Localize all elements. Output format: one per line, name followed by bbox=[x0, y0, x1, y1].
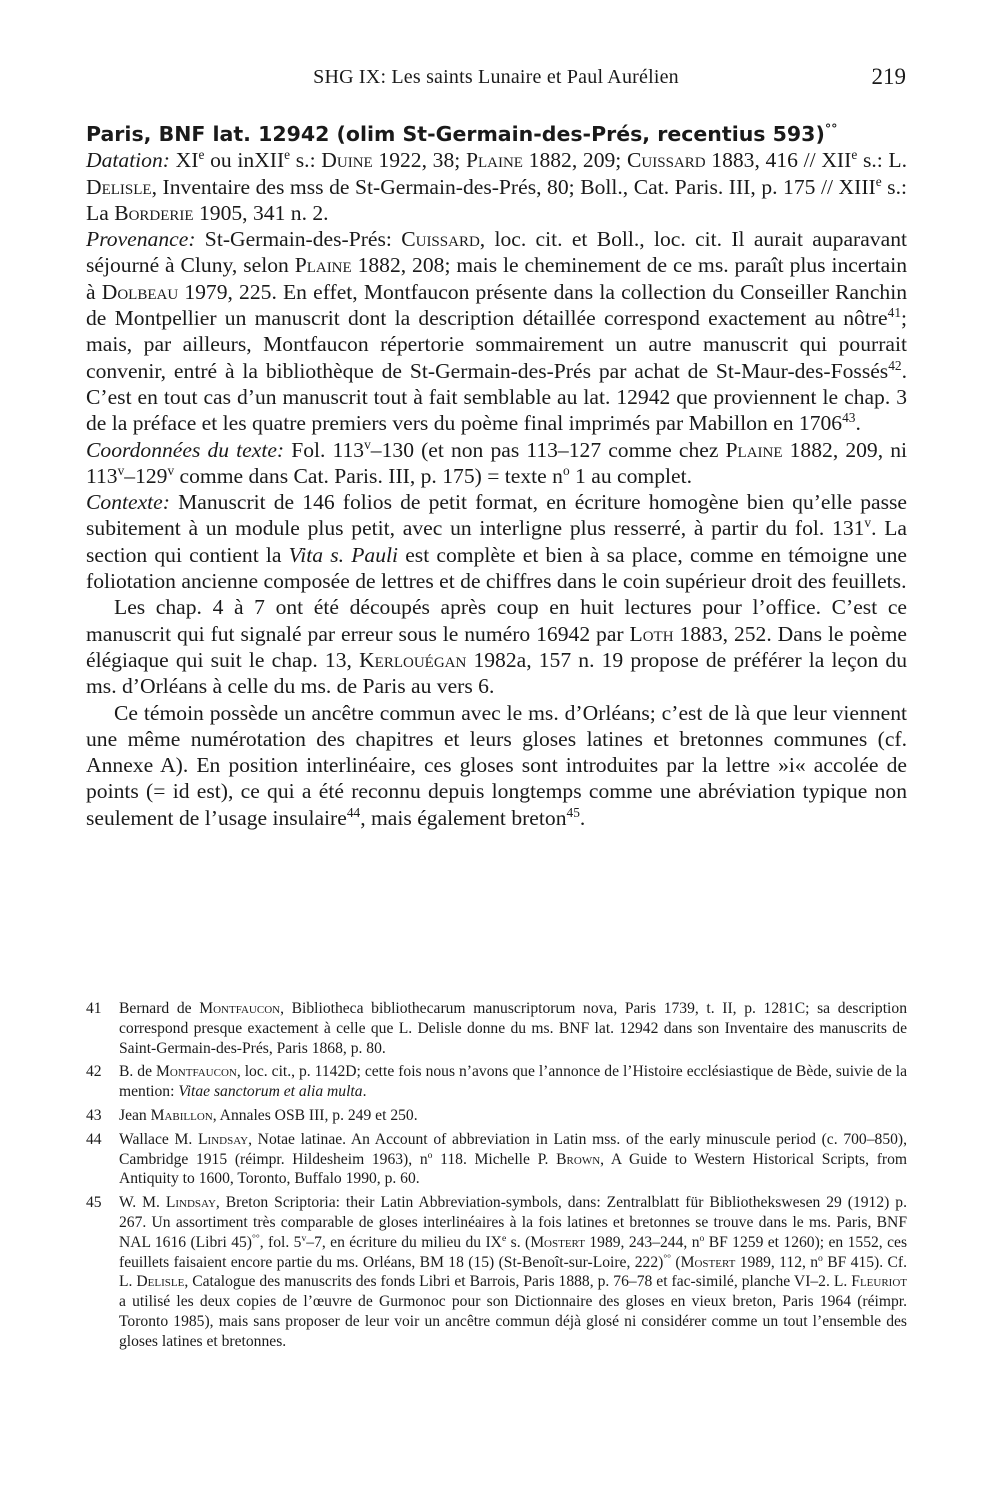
page-number: 219 bbox=[871, 64, 906, 89]
text-run: 1882, 209; bbox=[522, 148, 627, 173]
text-run: ou inXII bbox=[204, 148, 285, 173]
superscript: o bbox=[818, 1252, 823, 1264]
footnote-43 bbox=[86, 1106, 907, 1126]
footnote-42 bbox=[86, 1062, 907, 1102]
running-head bbox=[86, 66, 906, 96]
text-run: Jean bbox=[119, 1106, 151, 1124]
text-run: , mais également breton bbox=[360, 805, 567, 830]
text-run: s.: L. bbox=[857, 148, 908, 173]
text-run: s.: La bbox=[86, 174, 907, 225]
author-name: Dolbeau bbox=[101, 279, 179, 304]
text-run: 1989, 243–244, n bbox=[584, 1233, 700, 1251]
footnote-text bbox=[119, 1062, 907, 1102]
author-name: Borderie bbox=[114, 200, 194, 225]
text-run: . bbox=[855, 411, 861, 436]
footnote-ref[interactable]: 41 bbox=[887, 304, 901, 320]
text-run: , Catalogue des manuscrits des fonds Libri et Barrois, Paris 1888, p. 76–78 et fac-similé, planche VI–2. L. bbox=[184, 1273, 852, 1291]
footnote-number: 45 bbox=[86, 1194, 102, 1212]
footnote-number: 41 bbox=[86, 1000, 102, 1017]
text-run: Manuscrit de 146 folios de petit format, en écriture homogène bien qu’elle passe subitement à un module plus petit, avec un interligne plus resserré, à partir du fol. 131 bbox=[86, 490, 907, 541]
text-run: 1922, 38; bbox=[372, 148, 466, 173]
text-run: St-Germain-des-Prés: bbox=[195, 227, 402, 252]
text-run: 1905, 341 n. 2. bbox=[193, 200, 329, 225]
text-run: , loc. cit. et Boll., loc. cit. Il aurait auparavant séjourné à Cluny, selon bbox=[86, 227, 907, 278]
text-run: 1 au complet. bbox=[569, 463, 692, 488]
footnote-41 bbox=[86, 999, 907, 1058]
text-run: 1982a, 157 n. 19 propose de préférer la leçon du ms. d’Orléans à celle du ms. de Paris au vers 6. bbox=[86, 647, 907, 699]
footnote-45 bbox=[86, 1193, 907, 1351]
superscript: o bbox=[699, 1232, 705, 1244]
provenance-label: Provenance: bbox=[86, 227, 196, 252]
author-name: Plaine bbox=[725, 437, 783, 462]
author-name: Delisle bbox=[86, 174, 152, 199]
author-name: Cuissard bbox=[401, 227, 480, 252]
text-run: , A Guide to Western Historical Scripts, from Antiquity to 1600, Toronto, Buffalo 1990, p. 60. bbox=[119, 1150, 908, 1188]
text-run: Ce témoin possède un ancêtre commun avec le ms. d’Orléans; c’est de là que leur viennent une même numérotation des chapitres et leurs gloses latines et bretonnes communes (cf. Annexe A). En position interlinéaire, ces gloses sont introduites par la lettre »i« accolée de points (= id est), ce qui a été reconnu depuis longtemps comme une abréviation typique non seulement de l’usage insulaire bbox=[86, 700, 907, 830]
superscript: o bbox=[427, 1149, 433, 1161]
superscript: °° bbox=[252, 1232, 260, 1244]
italic-title: Vita s. Pauli bbox=[288, 542, 399, 567]
text-run: Les chap. 4 à 7 ont été découpés après coup en huit lectures pour l’office. C’est ce manuscrit qui fut signalé par erreur sous le numéro 16942 par bbox=[86, 595, 907, 646]
text-run: XI bbox=[169, 148, 199, 173]
superscript: e bbox=[875, 173, 882, 189]
footnote-number: 43 bbox=[86, 1106, 102, 1124]
superscript: v bbox=[117, 462, 125, 478]
footnote-text bbox=[119, 1130, 907, 1189]
text-run: , Breton Scriptoria: their Latin Abbreviation-symbols, dans: Zentralblatt für Bibliothekswesen 29 (1912) p. 267. Un assortiment très comparable de gloses interlinéaires à la fois latines et bretonnes se trouve dans le ms. Paris, BNF NAL 1616 (Libri 45) bbox=[119, 1194, 907, 1251]
text-run: 1882, 209, ni 113 bbox=[86, 437, 908, 488]
author-name: Brown bbox=[556, 1150, 601, 1168]
superscript: e bbox=[851, 147, 858, 163]
footnote-text bbox=[119, 1106, 907, 1126]
author-name: Mostert bbox=[680, 1253, 736, 1271]
text-run: ( bbox=[671, 1253, 681, 1271]
footnote-number: 42 bbox=[86, 1063, 102, 1081]
author-name: Duine bbox=[321, 148, 373, 173]
footnotes bbox=[86, 999, 907, 1356]
coordonnees-label: Coordonnées du texte: bbox=[86, 437, 285, 462]
footnote-text bbox=[119, 999, 907, 1058]
author-name: Delisle bbox=[136, 1273, 185, 1291]
text-run: . bbox=[362, 1083, 367, 1101]
text-run: B. de bbox=[119, 1063, 156, 1081]
superscript: v bbox=[301, 1232, 307, 1244]
main-text bbox=[86, 121, 907, 831]
text-run: , Bibliotheca bibliothecarum manuscriptorum nova, Paris 1739, t. II, p. 1281C; sa description correspond presque exactement à celle que L. Delisle donne du ms. BNF lat. 12942 dans son Inventaire des manuscrits de Saint-Germain-des-Prés, Paris 1868, p. 80. bbox=[119, 1000, 907, 1057]
superscript: e bbox=[198, 147, 205, 163]
text-run: 1989, 112, n bbox=[735, 1253, 819, 1271]
manuscript-heading bbox=[86, 121, 907, 147]
author-name: Mabillon bbox=[150, 1106, 213, 1124]
text-run: BF 1259 et 1260); en 1552, ces feuillets faisaient encore partie du ms. Orléans, BM 18 (15) (St-Benoît-sur-Loire, 222) bbox=[119, 1233, 908, 1271]
author-name: Loth bbox=[629, 621, 674, 646]
superscript: v bbox=[864, 515, 872, 531]
paragraph-ancetre bbox=[86, 700, 907, 831]
coordonnees-paragraph bbox=[86, 437, 907, 490]
provenance-paragraph bbox=[86, 226, 907, 436]
text-run: Fol. 113 bbox=[284, 437, 365, 462]
superscript: e bbox=[284, 147, 291, 163]
text-run: BF 415). Cf. L. bbox=[119, 1253, 907, 1291]
superscript: v bbox=[167, 462, 175, 478]
text-run: 1883, 252. Dans le poème élégiaque qui suit le chap. 13, bbox=[86, 621, 907, 672]
author-name: Lindsay bbox=[198, 1130, 249, 1148]
text-run: 1979, 225. En effet, Montfaucon présente dans la collection du Conseiller Ranchin de Montpellier un manuscrit dont la description détaillée correspond exactement au nôtre bbox=[86, 279, 907, 331]
text-run: . bbox=[579, 805, 586, 830]
footnote-ref[interactable]: 42 bbox=[888, 357, 902, 373]
text-run: s.: bbox=[290, 148, 322, 173]
text-run: Wallace M. bbox=[119, 1130, 198, 1148]
text-run: a utilisé les deux copies de l’œuvre de Gurmonoc pour son Dictionnaire des gloses en vieux breton, Paris 1964 (réimpr. Toronto 1985), mais sans proposer de leur voir un ancêtre commun déjà glosé ni considérer comme un tout l’ensemble des gloses latines et bretonnes. bbox=[119, 1293, 907, 1350]
footnote-44 bbox=[86, 1130, 907, 1189]
text-run: est complète et bien à sa place, comme en témoigne une foliotation ancienne composée de lettres et de chiffres dans le coin supérieur droit des feuillets. bbox=[86, 542, 908, 594]
author-name: Mostert bbox=[530, 1233, 585, 1251]
text-run: . C’est en tout cas d’un manuscrit tout à fait semblable au lat. 12942 que proviennent le chap. 3 de la préface et les quatre premiers vers du poème final imprimés par Mabillon en 1706 bbox=[86, 358, 907, 436]
author-name: Lindsay bbox=[165, 1194, 216, 1212]
footnote-text bbox=[119, 1193, 907, 1351]
datation-label: Datation: bbox=[86, 148, 170, 173]
text-run: , fol. 5 bbox=[259, 1233, 302, 1251]
author-name: Kerlouégan bbox=[359, 647, 467, 672]
author-name: Fleuriot bbox=[851, 1273, 907, 1291]
text-run: s. ( bbox=[506, 1233, 531, 1251]
author-name: Montfaucon bbox=[199, 1000, 281, 1017]
footnote-ref[interactable]: 43 bbox=[842, 410, 856, 426]
text-run: , loc. cit., p. 1142D; cette fois nous n’avons que l’annonce de l’Histoire ecclésiastique de Bède, suivie de la mention: bbox=[119, 1063, 907, 1101]
text-run: , Annales OSB III, p. 249 et 250. bbox=[212, 1106, 418, 1124]
text-run: . La section qui contient la bbox=[86, 516, 908, 567]
text-run: W. M. bbox=[119, 1194, 166, 1212]
superscript: e bbox=[501, 1232, 507, 1244]
running-title: SHG IX: Les saints Lunaire et Paul Aurélien bbox=[313, 66, 679, 88]
footnote-ref[interactable]: 44 bbox=[346, 804, 361, 820]
heading-text: Paris, BNF lat. 12942 (olim St-Germain-des-Prés, recentius 593) bbox=[86, 122, 825, 146]
text-run: 118. Michelle P. bbox=[432, 1150, 557, 1168]
datation-paragraph bbox=[86, 147, 907, 226]
heading-mark: °° bbox=[824, 121, 838, 137]
text-run: –7, en écriture du milieu du IX bbox=[306, 1233, 502, 1251]
text-run: comme dans Cat. Paris. III, p. 175) = texte n bbox=[174, 463, 563, 488]
text-run: Bernard de bbox=[119, 1000, 200, 1017]
paragraph-lectures bbox=[86, 594, 907, 699]
footnote-ref[interactable]: 45 bbox=[566, 804, 580, 820]
author-name: Montfaucon bbox=[155, 1063, 237, 1081]
text-run: ; mais, par ailleurs, Montfaucon répertorie sommairement un autre manuscrit qui pourrait convenir, entré à la bibliothèque de St-Germain-des-Prés par achat de St-Maur-des-Fossés bbox=[86, 306, 907, 383]
footnote-number: 44 bbox=[86, 1130, 102, 1148]
text-run: –130 (et non pas 113–127 comme chez bbox=[370, 437, 726, 462]
superscript: o bbox=[562, 462, 570, 478]
text-run: 1882, 208; mais le cheminement de ce ms. paraît plus incertain à bbox=[86, 253, 908, 304]
superscript: °° bbox=[663, 1252, 672, 1264]
author-name: Plaine bbox=[465, 148, 523, 173]
author-name: Plaine bbox=[294, 253, 352, 278]
italic-title: Vitae sanctorum et alia multa bbox=[178, 1083, 363, 1101]
text-run: –129 bbox=[124, 463, 168, 488]
contexte-paragraph bbox=[86, 489, 907, 594]
superscript: v bbox=[364, 436, 371, 452]
text-run: , Inventaire des mss de St-Germain-des-Prés, 80; Boll., Cat. Paris. III, p. 175 // XIII bbox=[151, 174, 876, 199]
text-run: 1883, 416 // XII bbox=[705, 148, 852, 173]
author-name: Cuissard bbox=[627, 148, 706, 173]
contexte-label: Contexte: bbox=[86, 490, 170, 515]
text-run: , Notae latinae. An Account of abbreviation in Latin mss. of the early minuscule period (c. 700–850), Cambridge 1915 (réimpr. Hildesheim 1963), n bbox=[119, 1130, 908, 1168]
